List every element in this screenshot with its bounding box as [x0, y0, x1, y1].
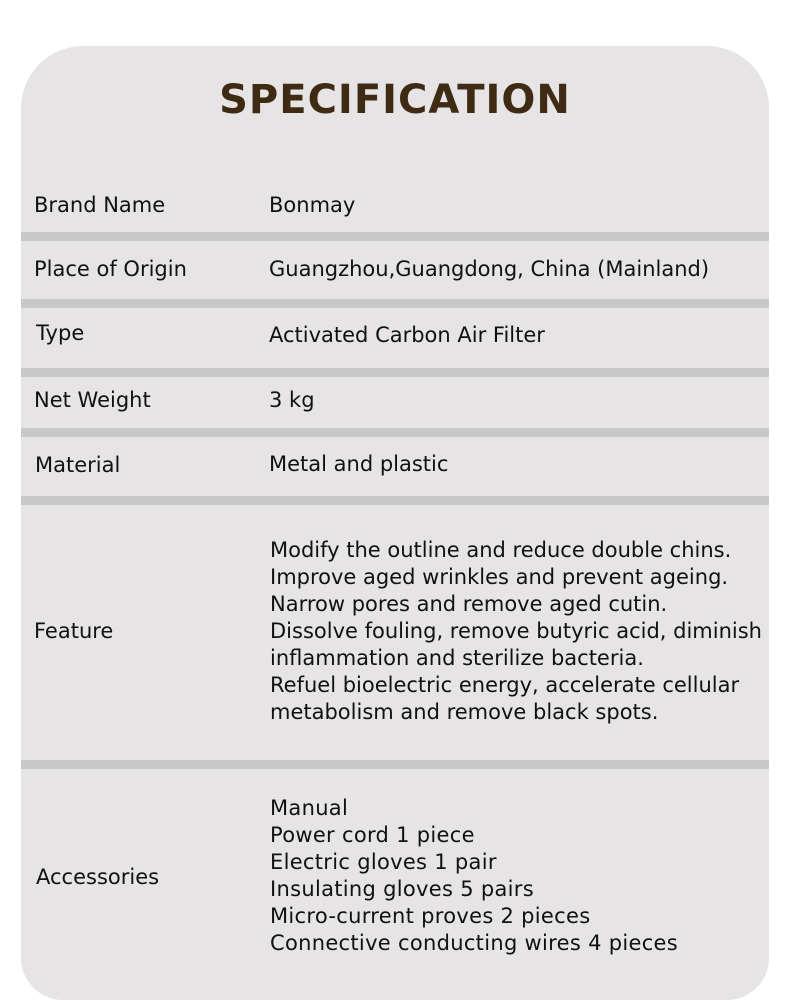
accessory-line: Electric gloves 1 pair — [270, 850, 497, 874]
feature-label: Feature — [34, 619, 114, 643]
row-divider — [21, 368, 769, 377]
place-of-origin-value: Guangzhou,Guangdong, China (Mainland) — [269, 257, 710, 281]
feature-line: inflammation and sterilize bacteria. — [270, 646, 644, 670]
feature-line: Narrow pores and remove aged cutin. — [270, 592, 668, 616]
type-value: Activated Carbon Air Filter — [269, 323, 545, 347]
row-divider — [21, 232, 769, 241]
feature-line: Modify the outline and reduce double chins. — [270, 538, 732, 562]
material-value: Metal and plastic — [269, 452, 449, 476]
feature-list — [270, 537, 762, 726]
place-of-origin-label: Place of Origin — [34, 257, 187, 281]
accessory-line: Insulating gloves 5 pairs — [270, 877, 534, 901]
accessory-line: Manual — [270, 796, 349, 820]
accessories-list — [270, 795, 678, 957]
accessories-label: Accessories — [36, 865, 160, 889]
accessory-line: Connective conducting wires 4 pieces — [270, 931, 679, 955]
feature-line: metabolism and remove black spots. — [270, 700, 659, 724]
brand-name-label: Brand Name — [34, 193, 166, 217]
material-label: Material — [35, 453, 121, 477]
brand-name-value: Bonmay — [269, 193, 356, 217]
row-divider — [21, 496, 769, 505]
type-label: Type — [36, 321, 85, 345]
feature-line: Improve aged wrinkles and prevent ageing. — [270, 565, 729, 589]
feature-line: Refuel bioelectric energy, accelerate cellular — [270, 673, 740, 697]
accessory-line: Micro-current proves 2 pieces — [270, 904, 591, 928]
page-title: SPECIFICATION — [219, 77, 571, 123]
feature-line: Dissolve fouling, remove butyric acid, diminish — [270, 619, 762, 643]
row-divider — [21, 428, 769, 437]
accessory-line: Power cord 1 piece — [270, 823, 475, 847]
net-weight-label: Net Weight — [34, 388, 151, 412]
row-divider — [21, 299, 769, 308]
row-divider — [21, 760, 769, 769]
net-weight-value: 3 kg — [269, 388, 315, 412]
